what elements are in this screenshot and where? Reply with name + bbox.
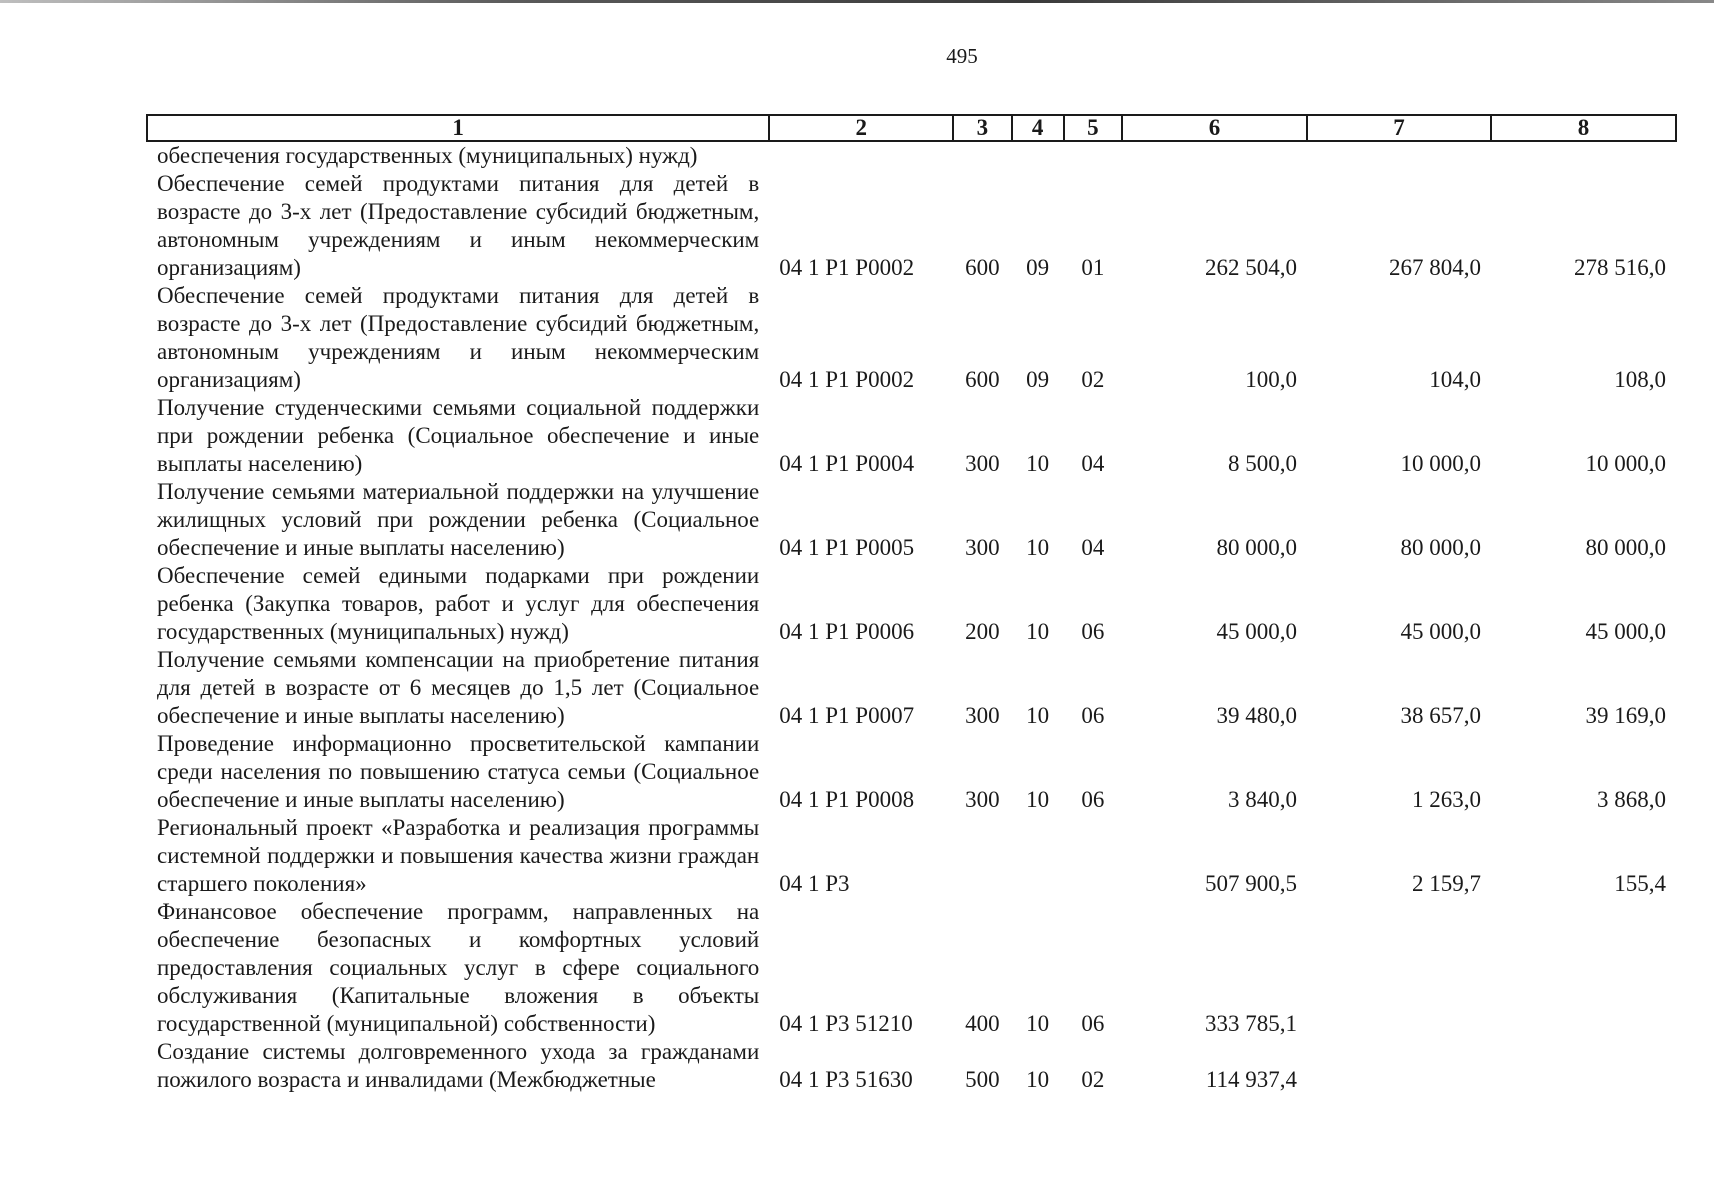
header-col-4: 4 <box>1012 115 1064 141</box>
table-row <box>147 898 1676 1038</box>
table-row <box>147 646 1676 730</box>
row-value-7: 104,0 <box>1429 367 1481 392</box>
row-value-7: 267 804,0 <box>1388 255 1481 280</box>
row-value-8: 108,0 <box>1614 367 1666 392</box>
row-col-3: 200 <box>965 619 1000 644</box>
row-value-7: 10 000,0 <box>1400 451 1481 476</box>
header-col-3: 3 <box>953 115 1011 141</box>
row-value-6: 39 480,0 <box>1216 703 1298 728</box>
header-col-5: 5 <box>1064 115 1122 141</box>
row-col-5: 04 <box>1081 535 1105 560</box>
header-row <box>147 115 1676 141</box>
table-row <box>147 562 1676 646</box>
row-col-4: 10 <box>1026 1067 1050 1092</box>
row-col-5 <box>1064 141 1122 170</box>
row-description: Обеспечение семей продуктами питания для детей в возрасте до 3-х лет (Предоставление субсидий бюджетным, автономным учреждениям и иным некоммерческим организациям) <box>157 283 760 392</box>
row-value-6 <box>1122 141 1307 170</box>
row-col-5 <box>1064 814 1122 898</box>
row-value-8: 3 868,0 <box>1597 787 1666 812</box>
row-col-5: 02 <box>1081 1067 1105 1092</box>
row-code: 04 1 P1 P0005 <box>779 535 915 560</box>
row-col-5: 02 <box>1081 367 1105 392</box>
row-col-4: 09 <box>1026 367 1050 392</box>
row-code: 04 1 P1 P0002 <box>779 255 915 280</box>
row-description: Получение семьями компенсации на приобретение питания для детей в возрасте от 6 месяцев до 1,5 лет (Социальное обеспечение и иные выплаты населению) <box>157 647 760 728</box>
row-value-6: 100,0 <box>1245 367 1298 392</box>
row-col-5: 01 <box>1081 255 1105 280</box>
table-row <box>147 814 1676 898</box>
row-col-3: 300 <box>965 703 1000 728</box>
row-col-5: 06 <box>1081 703 1105 728</box>
row-description: Обеспечение семей едиными подарками при рождении ребенка (Закупка товаров, работ и услуг для обеспечения государственных (муниципальных) нужд) <box>157 563 760 644</box>
row-value-7: 80 000,0 <box>1400 535 1481 560</box>
row-value-8: 278 516,0 <box>1574 255 1666 280</box>
budget-table <box>146 114 1677 1094</box>
row-col-5: 04 <box>1081 451 1105 476</box>
row-code: 04 1 P1 P0006 <box>779 619 915 644</box>
row-code <box>769 141 953 170</box>
row-description: Получение студенческими семьями социальной поддержки при рождении ребенка (Социальное обеспечение и иные выплаты населению) <box>157 395 760 476</box>
row-value-6: 507 900,5 <box>1205 871 1298 896</box>
row-description: Обеспечение семей продуктами питания для детей в возрасте до 3-х лет (Предоставление субсидий бюджетным, автономным учреждениям и иным некоммерческим организациям) <box>157 171 760 280</box>
row-code: 04 1 P1 P0004 <box>779 451 915 476</box>
header-col-6: 6 <box>1122 115 1307 141</box>
row-col-3: 300 <box>965 787 1000 812</box>
row-value-8: 39 169,0 <box>1585 703 1666 728</box>
row-col-3: 500 <box>965 1067 1000 1092</box>
row-col-4: 10 <box>1026 451 1050 476</box>
row-value-7: 1 263,0 <box>1411 787 1481 812</box>
row-col-4: 10 <box>1026 703 1050 728</box>
row-value-8: 45 000,0 <box>1585 619 1666 644</box>
page-number: 495 <box>946 44 978 68</box>
table-row <box>147 141 1676 170</box>
row-value-7: 2 159,7 <box>1411 871 1481 896</box>
row-value-7 <box>1307 141 1491 170</box>
table-row <box>147 394 1676 478</box>
row-col-3: 400 <box>965 1011 1000 1036</box>
row-value-8: 155,4 <box>1614 871 1666 896</box>
row-code: 04 1 P3 <box>779 871 850 896</box>
row-value-8 <box>1491 898 1676 1038</box>
row-value-7 <box>1307 898 1491 1038</box>
table-row <box>147 478 1676 562</box>
row-description: обеспечения государственных (муниципальных) нужд) <box>157 143 698 168</box>
table-row <box>147 282 1676 394</box>
row-value-6: 3 840,0 <box>1228 787 1298 812</box>
scan-edge <box>0 0 1714 3</box>
table-row <box>147 730 1676 814</box>
row-description: Региональный проект «Разработка и реализация программы системной поддержки и повышения качества жизни граждан старшего поколения» <box>157 815 760 896</box>
row-value-8: 80 000,0 <box>1585 535 1666 560</box>
row-value-7: 45 000,0 <box>1400 619 1481 644</box>
row-col-3: 300 <box>965 535 1000 560</box>
row-col-5: 06 <box>1081 787 1105 812</box>
row-value-7 <box>1307 1038 1491 1094</box>
row-code: 04 1 P3 51630 <box>779 1067 913 1092</box>
header-col-2: 2 <box>769 115 953 141</box>
row-col-3 <box>953 814 1011 898</box>
row-value-8 <box>1491 1038 1676 1094</box>
row-value-6: 80 000,0 <box>1216 535 1298 560</box>
row-value-7: 38 657,0 <box>1400 703 1481 728</box>
row-value-6: 114 937,4 <box>1205 1067 1298 1092</box>
row-col-4 <box>1012 814 1064 898</box>
row-col-3: 300 <box>965 451 1000 476</box>
row-col-3 <box>953 141 1011 170</box>
row-value-6: 45 000,0 <box>1216 619 1298 644</box>
row-value-6: 8 500,0 <box>1228 451 1298 476</box>
row-col-5: 06 <box>1081 1011 1105 1036</box>
row-col-4: 10 <box>1026 1011 1050 1036</box>
header-col-1: 1 <box>147 115 769 141</box>
header-col-8: 8 <box>1491 115 1676 141</box>
row-value-8: 10 000,0 <box>1585 451 1666 476</box>
row-col-3: 600 <box>965 367 1000 392</box>
row-col-4: 10 <box>1026 619 1050 644</box>
row-col-4 <box>1012 141 1064 170</box>
row-col-4: 10 <box>1026 535 1050 560</box>
row-code: 04 1 P1 P0002 <box>779 367 915 392</box>
row-description: Проведение информационно просветительской кампании среди населения по повышению статуса семьи (Социальное обеспечение и иные выплаты населению) <box>157 731 760 812</box>
row-col-4: 09 <box>1026 255 1050 280</box>
row-value-6: 333 785,1 <box>1205 1011 1298 1036</box>
row-value-8 <box>1491 141 1676 170</box>
table-row <box>147 1038 1676 1094</box>
row-code: 04 1 P1 P0008 <box>779 787 915 812</box>
row-description: Финансовое обеспечение программ, направленных на обеспечение безопасных и комфортных условий предоставления социальных услуг в сфере социального обслуживания (Капитальные вложения в объекты государственной (муниципальной) собственности) <box>157 899 760 1036</box>
row-description: Создание системы долговременного ухода за гражданами пожилого возраста и инвалидами (Межбюджетные <box>157 1039 760 1092</box>
table-row <box>147 170 1676 282</box>
row-col-3: 600 <box>965 255 1000 280</box>
row-description: Получение семьями материальной поддержки на улучшение жилищных условий при рождении ребенка (Социальное обеспечение и иные выплаты населению) <box>157 479 760 560</box>
header-col-7: 7 <box>1307 115 1491 141</box>
row-col-5: 06 <box>1081 619 1105 644</box>
row-code: 04 1 P3 51210 <box>779 1011 913 1036</box>
row-code: 04 1 P1 P0007 <box>779 703 915 728</box>
row-col-4: 10 <box>1026 787 1050 812</box>
row-value-6: 262 504,0 <box>1205 255 1298 280</box>
